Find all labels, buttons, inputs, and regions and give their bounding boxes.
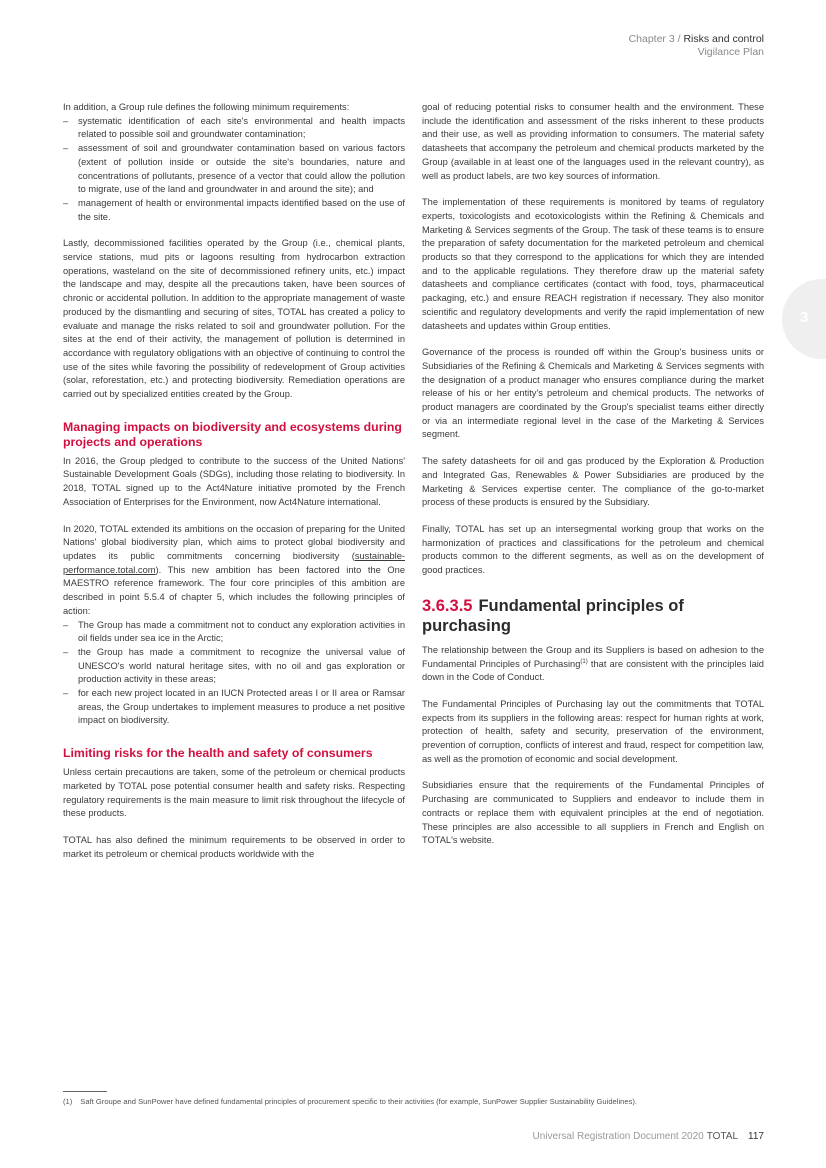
list-item: – the Group has made a commitment to recognize the universal value of UNESCO's world natural heritage sites, with no oil and gas exploration or production activity in these areas;: [63, 646, 405, 687]
heading-consumer-health: Limiting risks for the health and safety of consumers: [63, 746, 373, 761]
chapter-tab[interactable]: [782, 279, 826, 359]
heading-biodiversity: Managing impacts on biodiversity and ecosystems during projects and operations: [63, 419, 402, 449]
paragraph: Finally, TOTAL has set up an intersegmental working group that works on the harmonization of practices and classifications for the petroleum and chemical products common to the different segments, as well as on the development of good practices.: [422, 523, 764, 576]
paragraph: The Fundamental Principles of Purchasing lay out the commitments that TOTAL expects from its suppliers in the following areas: respect for human rights at work, protection of health, safety and security, preservation of the environment, prevention of corruption, conflicts of interest and fraud, respect for competition law, as well as the promotion of economic and social development.: [422, 698, 764, 764]
list-item: – for each new project located in an IUCN Protected areas I or II area or Ramsar areas, the Group undertakes to implement measures to produce a net positive impact on biodiversity.: [63, 687, 405, 728]
page-number: 117: [748, 1131, 764, 1142]
footnote-divider: [63, 1091, 107, 1092]
sustainable-performance-link[interactable]: sustainable-performance.total.com: [63, 550, 405, 575]
paragraph: Unless certain precautions are taken, some of the petroleum or chemical products marketed by TOTAL pose potential consumer health and safety risks. Respecting regulatory requirements is the main measure to limit risk throughout the lifecycle of these products.: [63, 767, 405, 819]
footnote: [63, 1097, 637, 1106]
header-section: Risks and control: [683, 33, 764, 45]
paragraph: Subsidiaries ensure that the requirements of the Fundamental Principles of Purchasing are communicated to Suppliers and endeavor to include them in contracts or replace them with equivalent principles at the end of negotiation. These principles are also accessible to all suppliers in French and English on TOTAL's website.: [422, 780, 764, 846]
paragraph: The implementation of these requirements is monitored by teams of regulatory experts, toxicologists and ecotoxicologists within the Refining & Chemicals and Marketing & Services segments of the Group. The task of these teams is to ensure the preparation of safety documentation for the marketed petroleum and chemical products so that they correspond to the applications for which they are intended and to the applicable regulations. They therefore draw up the material safety datasheets and compliance certificates (contact with food, toys, pharmaceutical packaging, etc.) and ensure REACH registration if necessary. They also monitor scientific and regulatory developments and verify the rapid implementation of new datasheets and updates within Group entities.: [422, 197, 764, 331]
list-item: – assessment of soil and groundwater contamination based on various factors (extent of pollution inside or outside the site's boundaries, nature and concentrations of pollutants, presence of a vector that could allow the pollution to migrate, use of the land and groundwater in and around the site); and: [63, 142, 405, 197]
running-header: [629, 33, 764, 59]
footnote-number: (1): [63, 1097, 73, 1106]
list-item: – systematic identification of each site's environmental and health impacts related to possible soil and groundwater contamination;: [63, 115, 405, 142]
text-span: In 2020, TOTAL extended its ambitions on the occasion of preparing for the United Nations' global biodiversity plan, which aims to protect global biodiversity and updates its public commitments concerning biodiversity (: [63, 523, 405, 561]
list-item: – The Group has made a commitment not to conduct any exploration activities in oil fields under sea ice in the Arctic;: [63, 619, 405, 646]
text-span: that are consistent with the principles laid down in the Code of Conduct.: [422, 658, 764, 683]
header-chapter-line: [629, 33, 764, 46]
paragraph: goal of reducing potential risks to consumer health and the environment. These include the identification and assessment of the risks inherent to these products and their use, as well as providing information to consumers. The material safety datasheets that accompany the petroleum and chemical products marketed by the Group (available in at least one of the languages used in the relevant country), as well as product labels, are two key sources of information.: [422, 102, 764, 181]
list-item: – management of health or environmental impacts identified based on the use of the site.: [63, 197, 405, 224]
text-span: ). This new ambition has been factored into the One MAESTRO reference framework. The four core principles of this ambition are described in point 5.5.4 of chapter 5, which includes the following principles of action:: [63, 564, 405, 616]
requirements-list: [63, 115, 405, 225]
paragraph: [63, 523, 405, 619]
text-span: The relationship between the Group and its Suppliers is based on adhesion to the Fundamental Principles of Purchasing: [422, 644, 764, 669]
section-title: Fundamental principles of purchasing: [422, 596, 684, 635]
paragraph: TOTAL has also defined the minimum requirements to be observed in order to market its petroleum or chemical products worldwide with the: [63, 834, 405, 859]
paragraph: [422, 644, 764, 685]
paragraph: In addition, a Group rule defines the following minimum requirements:: [63, 102, 350, 112]
paragraph: In 2016, the Group pledged to contribute to the success of the United Nations' Sustainable Development Goals (SDGs), including those relating to biodiversity. In 2018, TOTAL signed up to the Act4Nature initiative promoted by the French Association of Enterprises for the Environment, now Act4Nature international.: [63, 455, 405, 507]
principles-list: [63, 619, 405, 729]
left-column: [63, 101, 405, 874]
footer-brand: TOTAL: [706, 1131, 739, 1142]
header-separator: /: [674, 33, 684, 45]
chapter-tab-number: 3: [800, 309, 809, 326]
footnote-text: Saft Groupe and SunPower have defined fundamental principles of procurement specific to their activities (for example, SunPower Supplier Sustainability Guidelines).: [80, 1097, 638, 1106]
header-subsection: Vigilance Plan: [697, 46, 764, 58]
section-number: 3.6.3.5: [422, 596, 473, 615]
page-footer: [533, 1131, 764, 1142]
paragraph: Governance of the process is rounded off within the Group's business units or Subsidiaries of the Refining & Chemicals and Marketing & Services segments with the designation of a product manager who ensures compliance during the market release of his or her entity's petroleum and chemical products. The networks of product managers are coordinated by the Group's specialist teams either directly or via an intermediate regional level in the case of the Marketing & Services segment.: [422, 347, 764, 440]
footnote-ref[interactable]: (1): [580, 658, 588, 665]
header-chapter: Chapter 3: [628, 33, 675, 45]
section-heading: [422, 596, 764, 636]
footer-document: Universal Registration Document 2020: [532, 1131, 704, 1142]
paragraph: Lastly, decommissioned facilities operated by the Group (i.e., chemical plants, service stations, mud pits or lagoons resulting from hydrocarbon extraction operations, wasteland on the site of decommissioned refinery units, etc.) impact the landscape and may, despite all the precautions taken, have been sources of chronic or accidental pollution. In addition to the appropriate management of waste produced by the dismantling and securing of sites, TOTAL has created a policy to evaluate and manage the risks related to soil and groundwater pollution. For the sites at the end of their activity, the management of pollution is determined in accordance with regulatory obligations with an objective of continuing to control the use of the sites while favoring the possibility of redevelopment of Group activities (solar, reforestation, etc.) and protecting biodiversity. Remediation operations are carried out by specialized entities created by the Group.: [63, 238, 405, 400]
right-column: [422, 101, 764, 861]
paragraph: The safety datasheets for oil and gas produced by the Exploration & Production and Integrated Gas, Renewables & Power Subsidiaries are produced by the Marketing & Services expertise center. The compliance of the go-to-market process of these products is ensured by the Subsidiary.: [422, 456, 764, 508]
